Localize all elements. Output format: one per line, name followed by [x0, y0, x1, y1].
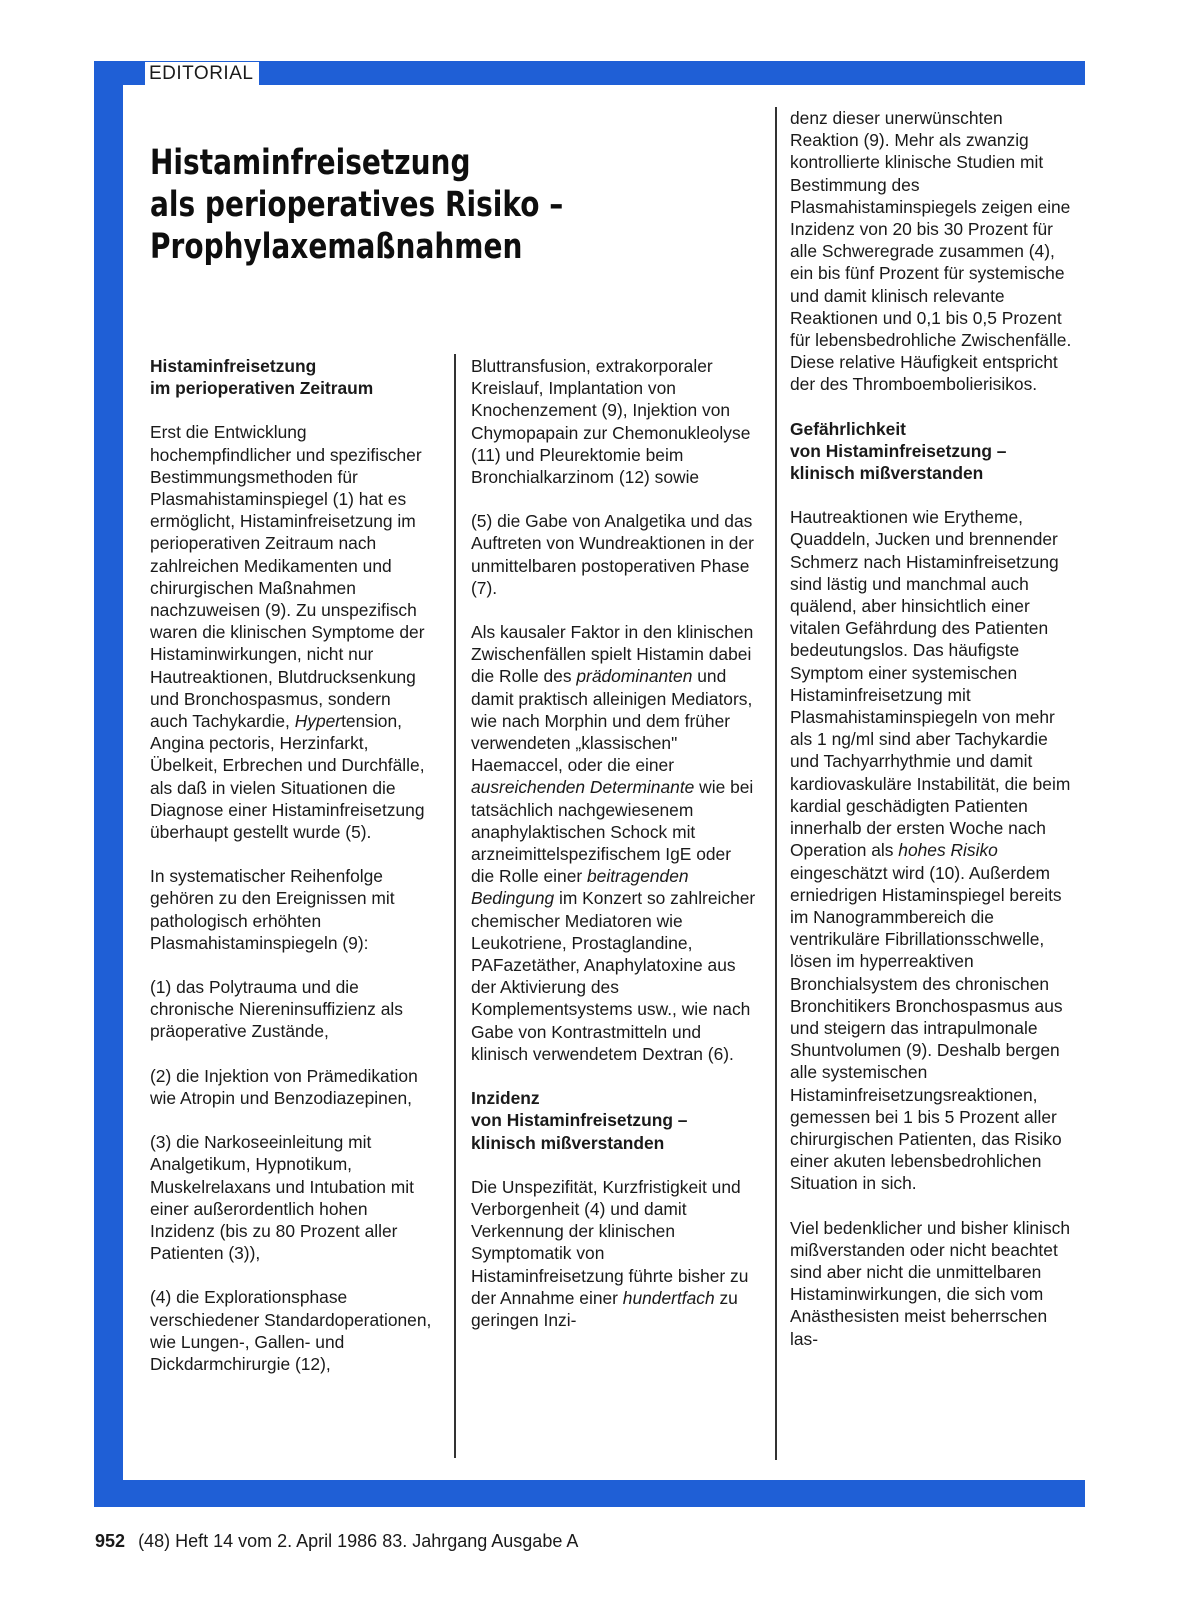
column-divider — [775, 107, 777, 1460]
list-item: (3) die Narkoseeinleitung mit Analgetikum, Hypnotikum, Muskelrelaxans und Intubation mit einer außerordentlich hohen Inzidenz (bis zu 80 Prozent aller Patienten (3)), — [150, 1132, 414, 1264]
column-3 — [790, 107, 1072, 1372]
title-line: Histaminfreisetzung — [150, 143, 471, 183]
list-item: (4) die Explorationsphase verschiedener Standardoperationen, wie Lungen-, Gallen- und Dickdarmchirurgie (12), — [150, 1287, 432, 1374]
page-number: 952 — [95, 1531, 126, 1551]
issue-info: (48) Heft 14 vom 2. April 1986 83. Jahrgang Ausgabe A — [138, 1531, 579, 1551]
article-title — [150, 142, 566, 268]
paragraph: denz dieser unerwünschten Reaktion (9). Mehr als zwanzig kontrollierte klinische Studien mit Bestimmung des Plasmahistaminspiegels zeigen eine Inzidenz von 20 bis 30 Prozent für alle Schweregrade zusammen (4), ein bis fünf Prozent für systemische und damit klinisch relevante Reaktionen und 0,1 bis 0,5 Prozent für lebensbedrohliche Zwischenfälle. Diese relative Häufigkeit entspricht der des Thromboembolierisikos. — [790, 108, 1072, 395]
paragraph: Bluttransfusion, extrakorporaler Kreislauf, Implantation von Knochenzement (9), Injektion von Chymopapain zur Chemonukleolyse (11) und Pleurektomie beim Bronchialkarzinom (12) sowie — [471, 356, 751, 488]
list-item: (5) die Gabe von Analgetika und das Auftreten von Wundreaktionen in der unmittelbaren postoperativen Phase (7). — [471, 511, 754, 598]
section-heading: Histaminfreisetzung im perioperativen Zeitraum — [150, 356, 374, 399]
section-heading: Gefährlichkeit von Histaminfreisetzung – klinisch mißverstanden — [790, 418, 1007, 484]
section-label: EDITORIAL — [145, 62, 259, 86]
column-divider — [454, 354, 456, 1458]
paragraph: Hautreaktionen wie Erytheme, Quaddeln, Jucken und brennender Schmerz nach Histaminfreisetzung sind lästig und manchmal auch quälend, aber hinsichtlich einer vitalen Gefährdung des Patienten bedeutungslos. Das häufigste Symptom einer systemischen Histaminfreisetzung mit Plasmahistaminspiegeln von mehr als 1 ng/ml sind aber Tachykardie und Tachyarrhythmie und damit kardiovaskuläre Instabilität, die beim kardial geschädigten Patienten innerhalb der ersten Woche nach Operation als hohes Risiko eingeschätzt wird (10). Außerdem erniedrigen Histaminspiegel bereits im Nanogrammbereich die ventrikuläre Fibrillationsschwelle, lösen im hyperreaktiven Bronchialsystem des chronischen Bronchitikers Bronchospasmus aus und steigern das intrapulmonale Shuntvolumen (9). Deshalb bergen alle systemischen Histaminfreisetzungsreaktionen, gemessen bei 1 bis 5 Prozent aller chirurgischen Patienten, das Risiko einer akuten lebensbedrohlichen Situation in sich. — [790, 507, 1071, 1194]
title-line: Prophylaxemaßnahmen — [150, 227, 523, 267]
paragraph: Erst die Entwicklung hochempfindlicher und spezifischer Bestimmungsmethoden für Plasmahistaminspiegel (1) hat es ermöglicht, Histaminfreisetzung im perioperativen Zeitraum nach zahlreichen Medikamenten und chirurgischen Maßnahmen nachzuweisen (9). Zu unspezifisch waren die klinischen Symptome der Histaminwirkungen, nicht nur Hautreaktionen, Blutdrucksenkung und Bronchospasmus, sondern auch Tachykardie, Hypertension, Angina pectoris, Herzinfarkt, Übelkeit, Erbrechen und Durchfälle, als daß in vielen Situationen die Diagnose einer Histaminfreisetzung überhaupt gestellt wurde (5). — [150, 422, 425, 843]
page-footer — [95, 1530, 578, 1552]
paragraph: Die Unspezifität, Kurzfristigkeit und Verborgenheit (4) und damit Verkennung der klinischen Symptomatik von Histaminfreisetzung führte bisher zu der Annahme einer hundertfach zu geringen Inzi- — [471, 1176, 749, 1330]
column-1 — [150, 355, 432, 1397]
editorial-frame-left — [94, 61, 123, 1507]
section-heading: Inzidenz von Histaminfreisetzung – klinisch mißverstanden — [471, 1088, 688, 1153]
paragraph: In systematischer Reihenfolge gehören zu den Ereignissen mit pathologisch erhöhten Plasmahistaminspiegeln (9): — [150, 866, 395, 953]
title-line: als perioperatives Risiko – — [150, 185, 564, 225]
editorial-frame-bottom — [94, 1480, 1085, 1507]
column-2 — [471, 355, 757, 1353]
paragraph: Als kausaler Faktor in den klinischen Zwischenfällen spielt Histamin dabei die Rolle des prädominanten und damit praktisch alleinigen Mediators, wie nach Morphin und dem früher verwendeten „klassischen" Haemaccel, oder die einer ausreichenden Determinante wie bei tatsächlich nachgewiesenem anaphylaktischen Schock mit arzneimittelspezifischem IgE oder die Rolle einer beitragenden Bedingung im Konzert so zahlreicher chemischer Mediatoren wie Leukotriene, Prostaglandine, PAFazetäther, Anaphylatoxine aus der Aktivierung des Komplementsystems usw., wie nach Gabe von Kontrastmitteln und klinisch verwendetem Dextran (6). — [471, 622, 756, 1064]
list-item: (1) das Polytrauma und die chronische Niereninsuffizienz als präoperative Zustände, — [150, 977, 403, 1042]
paragraph: Viel bedenklicher und bisher klinisch mißverstanden oder nicht beachtet sind aber nicht die unmittelbaren Histaminwirkungen, die sich vom Anästhesisten meist beherrschen las- — [790, 1217, 1071, 1349]
list-item: (2) die Injektion von Prämedikation wie Atropin und Benzodiazepinen, — [150, 1065, 418, 1108]
